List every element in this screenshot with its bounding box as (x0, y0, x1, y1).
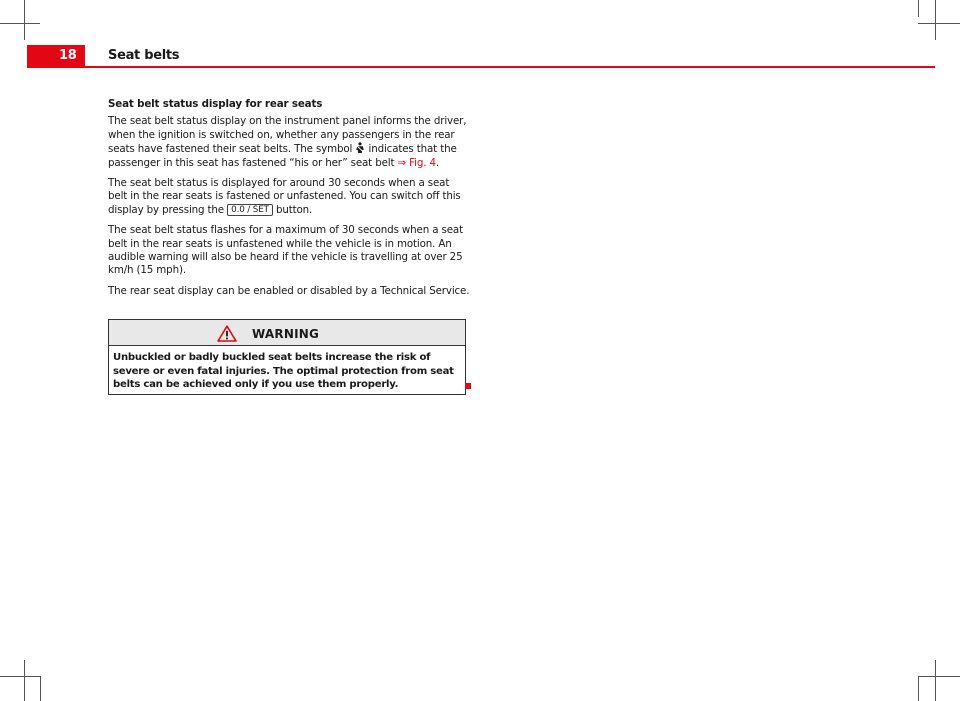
figure-reference-link[interactable]: ⇒ Fig. 4 (397, 156, 436, 169)
crop-mark (918, 676, 960, 677)
page-number-badge (27, 45, 85, 67)
paragraph-2: The seat belt status is displayed for around 30 seconds when a seat belt in the rear seats is fastened or unfastened. You can switch off this display by pressing the 0.0 / SET button. (108, 177, 461, 216)
section-heading: Seat belt status display for rear seats (108, 98, 323, 110)
crop-mark (0, 23, 40, 24)
crop-mark (24, 0, 25, 40)
warning-text: Unbuckled or badly buckled seat belts increase the risk of severe or even fatal injuries. The optimal protection from seat belts can be achieved only if you use them properly. (113, 352, 454, 390)
page-header (27, 45, 935, 69)
page-number: 18 (59, 48, 77, 63)
set-button-label: 0.0 / SET (227, 204, 273, 216)
crop-mark (0, 676, 40, 677)
section-end-marker (465, 383, 471, 389)
section-title: Seat belts (108, 48, 180, 63)
seatbelt-icon (355, 142, 365, 153)
crop-mark (918, 23, 960, 24)
crop-mark (24, 660, 25, 701)
paragraph-1: The seat belt status display on the instrument panel informs the driver, when the ignition is switched on, whether any passengers in the rear seats have fastened their seat belts. The symbol indicates that the passenger in this seat has fastened “his or her” seat belt ⇒ Fig. 4. (108, 115, 467, 169)
paragraph-3: The seat belt status flashes for a maximum of 30 seconds when a seat belt in the rear seats is unfastened while the vehicle is in motion. An audible warning will also be heard if the vehicle is travelling at over 25 km/h (15 mph). (108, 224, 463, 277)
crop-mark (918, 676, 919, 701)
warning-triangle-icon (217, 325, 237, 342)
warning-box (108, 319, 466, 395)
paragraph-4: The rear seat display can be enabled or disabled by a Technical Service. (108, 284, 470, 297)
crop-mark (40, 676, 41, 701)
article-body (108, 98, 470, 305)
crop-mark (935, 0, 936, 40)
header-rule (27, 66, 935, 68)
warning-title: WARNING (252, 327, 320, 341)
warning-header (109, 320, 465, 346)
crop-mark (918, 0, 919, 17)
crop-mark (935, 660, 936, 701)
